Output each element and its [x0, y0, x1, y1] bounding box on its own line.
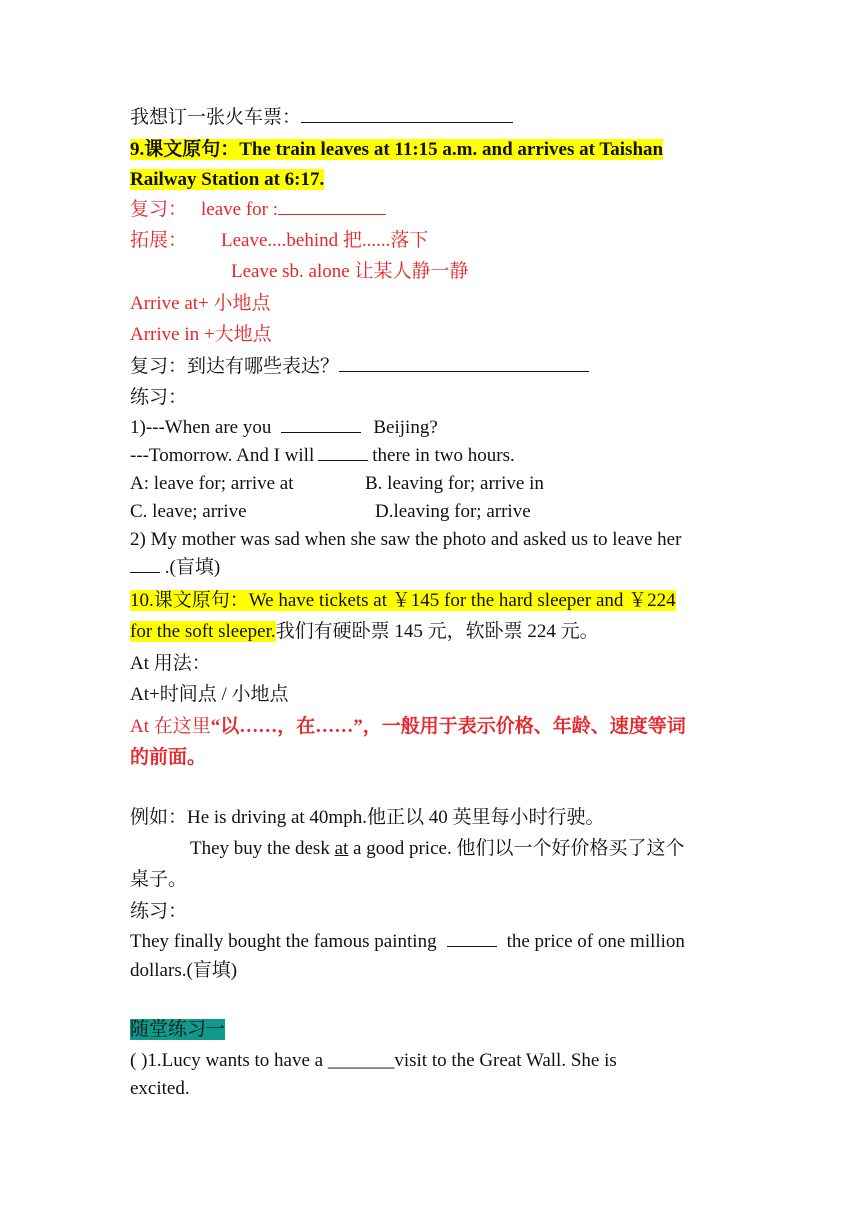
sentence-10-part1: 10.课文原句：We have tickets at ￥145 for the hard sleeper and ￥224 — [130, 590, 676, 611]
line-sentence-10b — [130, 618, 730, 646]
reply-part2: there in two hours. — [372, 445, 515, 466]
at-explain-part1: At 在这里 — [130, 716, 211, 737]
line-practice-label-2 — [130, 898, 730, 926]
line-painting-end — [130, 957, 730, 985]
exercise-1-end-text: excited. — [130, 1078, 190, 1099]
line-at-usage — [130, 650, 730, 678]
book-ticket-prompt: 我想订一张火车票： — [130, 107, 302, 128]
line-example-2-end — [130, 866, 730, 894]
line-exercise-heading — [130, 1016, 730, 1044]
example-2-part1: They buy the desk — [190, 838, 335, 859]
answer-blank — [130, 556, 160, 573]
line-arrive-in — [130, 321, 730, 349]
line-review-leave-for — [130, 196, 730, 224]
line-question-1 — [130, 414, 730, 442]
review-arrive-prompt: 复习：到达有哪些表达？ — [130, 356, 340, 377]
line-at-time-place — [130, 681, 730, 709]
practice-label: 练习： — [130, 387, 188, 408]
option-d: D.leaving for; arrive — [375, 501, 531, 522]
question-2-end-text: .(盲填) — [160, 557, 221, 578]
review-label: 复习： — [130, 199, 188, 220]
question-1-part2: Beijing? — [373, 417, 438, 438]
sentence-9-part1: 9.课文原句：The train leaves at 11:15 a.m. and arrives at Taishan — [130, 139, 664, 160]
exercise-heading: 随堂练习一 — [130, 1019, 226, 1040]
example-2-underlined: at — [334, 838, 349, 859]
line-leave-alone — [231, 258, 831, 286]
painting-end-text: dollars.(盲填) — [130, 960, 238, 981]
answer-blank — [318, 444, 368, 461]
line-question-2 — [130, 526, 730, 554]
line-sentence-10a — [130, 587, 730, 615]
leave-alone-text: Leave sb. alone 让某人静一静 — [231, 261, 469, 282]
line-example-1 — [130, 804, 730, 832]
line-extend — [130, 227, 730, 255]
sentence-9-part2: Railway Station at 6:17. — [130, 169, 325, 190]
line-exercise-1 — [130, 1047, 730, 1075]
extend-label: 拓展： — [130, 230, 188, 251]
leave-for-text: leave for : — [201, 199, 279, 220]
painting-part2: the price of one million — [506, 931, 685, 952]
option-a: A: leave for; arrive at — [130, 473, 294, 494]
option-b: B. leaving for; arrive in — [365, 473, 544, 494]
at-usage-label: At 用法： — [130, 653, 211, 674]
sentence-10-part2: for the soft sleeper. — [130, 621, 276, 642]
example-2-part2: a good price. 他们以一个好价格买了这个 — [348, 838, 685, 859]
line-review-arrive — [130, 353, 730, 381]
painting-part1: They finally bought the famous painting — [130, 931, 437, 952]
line-question-2-end — [130, 554, 730, 582]
answer-blank — [447, 930, 497, 947]
question-1-part1: 1)---When are you — [130, 417, 272, 438]
line-question-1-reply — [130, 442, 730, 470]
question-2-text: 2) My mother was sad when she saw the photo and asked us to leave her — [130, 529, 682, 550]
leave-behind-text: Leave....behind 把......落下 — [221, 230, 429, 251]
line-options-cd — [130, 498, 730, 526]
line-sentence-9b — [130, 166, 730, 194]
answer-blank — [301, 106, 513, 123]
line-example-2 — [190, 835, 790, 863]
answer-blank — [278, 198, 386, 215]
line-at-explain-end — [130, 744, 730, 772]
line-painting-question — [130, 928, 730, 956]
exercise-1-text: ( )1.Lucy wants to have a _______visit to the Great Wall. She is — [130, 1050, 617, 1071]
at-explain-part2: “以……，在……”，一般用于表示价格、年龄、速度等词 — [210, 716, 686, 737]
arrive-at-text: Arrive at+ 小地点 — [130, 293, 271, 314]
arrive-in-text: Arrive in +大地点 — [130, 324, 272, 345]
answer-blank — [339, 355, 589, 372]
answer-blank — [281, 416, 361, 433]
practice-label: 练习： — [130, 901, 188, 922]
at-time-place-text: At+时间点 / 小地点 — [130, 684, 289, 705]
line-book-ticket — [130, 104, 730, 132]
at-explain-end-text: 的前面。 — [130, 747, 207, 768]
sentence-10-translation: 我们有硬卧票 145 元，软卧票 224 元。 — [275, 621, 599, 642]
line-arrive-at — [130, 290, 730, 318]
line-sentence-9a — [130, 136, 730, 164]
line-options-ab — [130, 470, 730, 498]
line-exercise-1-end — [130, 1075, 730, 1103]
option-c: C. leave; arrive — [130, 501, 247, 522]
reply-part1: ---Tomorrow. And I will — [130, 445, 315, 466]
line-practice-label-1 — [130, 384, 730, 412]
example-1-text: 例如：He is driving at 40mph.他正以 40 英里每小时行驶。 — [130, 807, 605, 828]
line-at-explain — [130, 713, 730, 741]
example-2-end-text: 桌子。 — [130, 869, 188, 890]
